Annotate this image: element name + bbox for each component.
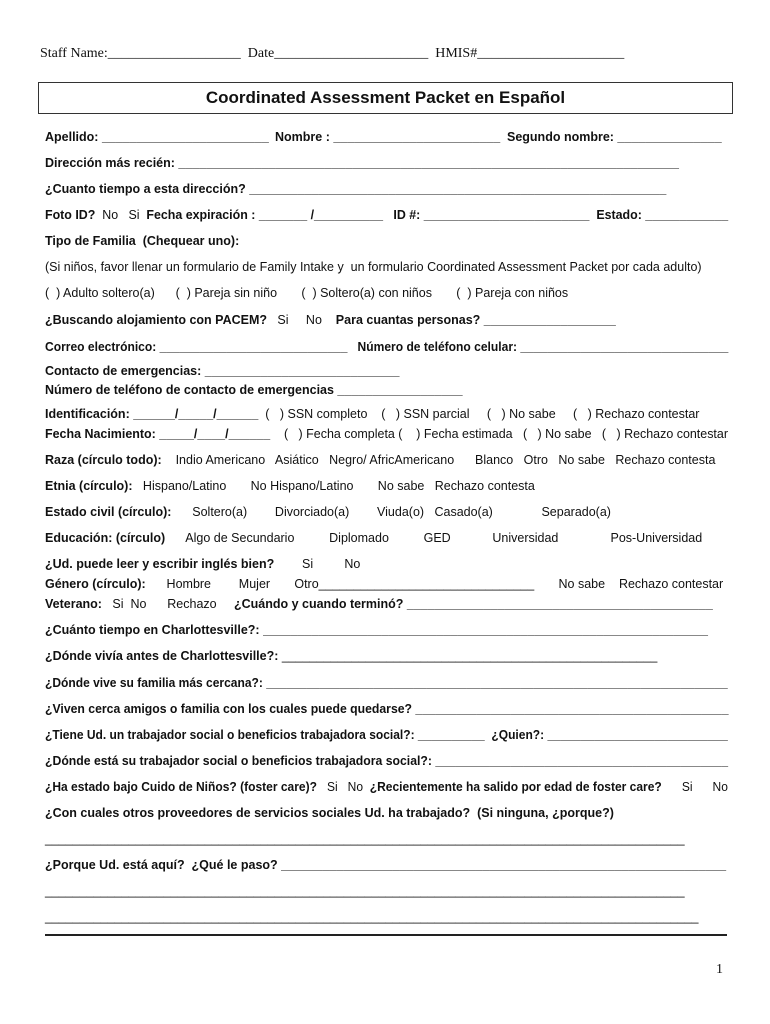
antes-charlottesville-field[interactable]: ______________________________________________________	[278, 649, 658, 663]
etnia-line	[45, 478, 535, 494]
genero-line	[45, 576, 723, 592]
cuando-termino-field[interactable]: ¿Cuándo y cuando terminó? ____________________________________________	[233, 597, 713, 611]
genero-options[interactable]: Hombre Mujer Otro_______________________________ No sabe Rechazo contestar	[145, 577, 724, 591]
fecha-nacimiento-field[interactable]: Fecha Nacimiento: _____/____/______	[45, 427, 271, 441]
salido-foster-label: ¿Recientemente ha salido por edad de foster care?	[369, 780, 662, 794]
raza-label: Raza (círculo todo):	[45, 453, 162, 467]
direccion-field[interactable]: Dirección más recién: ________________________________________________________________________	[45, 156, 679, 170]
tipo-familia-label: Tipo de Familia (Chequear uno):	[45, 234, 240, 248]
educacion-line	[45, 530, 702, 546]
page-number: 1	[716, 962, 723, 977]
foster-care-line	[45, 779, 728, 795]
staff-header-line: Staff Name:___________________ Date______________________ HMIS#_____________________	[40, 46, 625, 61]
ingles-label: ¿Ud. puede leer y escribir inglés bien?	[45, 557, 275, 571]
segundo-nombre-field[interactable]: Segundo nombre: _______________	[507, 130, 722, 144]
nombre-field[interactable]: Nombre : ________________________	[275, 130, 501, 144]
antes-charlottesville-label: ¿Dónde vivía antes de Charlottesville?:	[45, 649, 279, 663]
estado-civil-options[interactable]: Soltero(a) Divorciado(a) Viuda(o) Casado(a) Separado(a)	[171, 505, 611, 519]
otros-proveedores-label: ¿Con cuales otros proveedores de servicios sociales Ud. ha trabajado? (Si ninguna, ¿porque?)	[45, 806, 614, 820]
otros-proveedores-answer-line[interactable]: ____________________________________________________________________________________________	[45, 832, 685, 846]
fecha-expiracion-fields[interactable]: Fecha expiración : _______ /__________ ID #: ________________________ Estado: ____________	[146, 208, 729, 222]
ssn-options[interactable]: ( ) SSN completo ( ) SSN parcial ( ) No sabe ( ) Rechazo contestar	[258, 407, 700, 421]
tiempo-charlottesville-field[interactable]: ¿Cuánto tiempo en Charlottesville?: ________________________________________________________________	[45, 623, 708, 637]
genero-label: Género (círculo):	[45, 577, 146, 591]
fecha-options[interactable]: ( ) Fecha completa ( ) Fecha estimada ( ) No sabe ( ) Rechazo contestar	[270, 427, 728, 441]
foto-id-options[interactable]: No Si	[95, 208, 147, 222]
tipo-familia-note: (Si niños, favor llenar un formulario de Family Intake y un formulario Coordinated Assessment Packet por cada adulto)	[45, 260, 702, 274]
veterano-line	[45, 596, 713, 612]
porque-aqui-field[interactable]: ¿Porque Ud. está aquí? ¿Qué le paso? ________________________________________________________________	[45, 858, 727, 872]
pacem-options[interactable]: Si No	[267, 313, 336, 327]
salido-foster-options[interactable]: Si No	[661, 780, 728, 794]
identificacion-line	[45, 406, 699, 422]
educacion-label: Educación: (círculo)	[45, 531, 166, 545]
page-title: Coordinated Assessment Packet en Español	[205, 88, 566, 107]
antes-charlottesville-line	[45, 648, 657, 664]
foster-care-options[interactable]: Si No	[316, 780, 370, 794]
donde-trabajador-field[interactable]: ¿Dónde está su trabajador social o beneficios trabajadora social?: ___________________________________________	[45, 754, 729, 768]
tipo-familia-options[interactable]: ( ) Adulto soltero(a) ( ) Pareja sin niño ( ) Soltero(a) con niños ( ) Pareja con niños	[45, 286, 569, 300]
tiempo-direccion-field[interactable]: ¿Cuanto tiempo a esta dirección? ____________________________________________________________	[45, 182, 667, 196]
etnia-options[interactable]: Hispano/Latino No Hispano/Latino No sabe Rechazo contesta	[132, 479, 535, 493]
title-box	[38, 82, 733, 114]
estado-civil-line	[45, 504, 611, 520]
foto-id-label: Foto ID?	[45, 208, 96, 222]
educacion-options[interactable]: Algo de Secundario Diplomado GED Universidad Pos-Universidad	[165, 531, 703, 545]
answer-line-1[interactable]: ____________________________________________________________________________________________	[45, 884, 685, 898]
ingles-options[interactable]: Si No	[274, 557, 361, 571]
bottom-rule	[45, 934, 727, 936]
veterano-options[interactable]: Si No Rechazo	[101, 597, 234, 611]
fecha-nacimiento-line	[45, 426, 728, 442]
correo-telefono-fields[interactable]: Correo electrónico: ____________________________ Número de teléfono celular: _______________________________	[45, 340, 729, 354]
ingles-line	[45, 556, 360, 572]
identificacion-field[interactable]: Identificación: ______/_____/______	[45, 407, 259, 421]
apellido-field[interactable]: Apellido: ________________________	[45, 130, 269, 144]
personas-field[interactable]: Para cuantas personas? ___________________	[335, 313, 616, 327]
familia-cercana-field[interactable]: ¿Dónde vive su familia más cercana?: _____________________________________________________________________	[45, 676, 728, 690]
pacem-label: ¿Buscando alojamiento con PACEM?	[45, 313, 268, 327]
contacto-emergencias-field[interactable]: Contacto de emergencias: ____________________________	[45, 364, 400, 378]
telefono-emergencias-field[interactable]: Número de teléfono de contacto de emergencias __________________	[45, 383, 463, 397]
estado-civil-label: Estado civil (círculo):	[45, 505, 172, 519]
amigos-familia-field[interactable]: ¿Viven cerca amigos o familia con los cuales puede quedarse? ______________________________________________	[45, 702, 729, 716]
foster-care-label: ¿Ha estado bajo Cuido de Niños? (foster care)?	[45, 780, 317, 794]
pacem-line	[45, 312, 616, 328]
foto-id-line	[45, 207, 728, 223]
etnia-label: Etnia (círculo):	[45, 479, 133, 493]
answer-line-2[interactable]: ______________________________________________________________________________________________	[45, 910, 699, 924]
raza-options[interactable]: Indio Americano Asiático Negro/ AfricAmericano Blanco Otro No sabe Rechazo contesta	[161, 453, 716, 467]
veterano-label: Veterano:	[45, 597, 102, 611]
raza-line	[45, 452, 715, 468]
trabajador-social-field[interactable]: ¿Tiene Ud. un trabajador social o beneficios trabajadora social?: __________ ¿Quien?: ___________________________	[45, 728, 728, 742]
